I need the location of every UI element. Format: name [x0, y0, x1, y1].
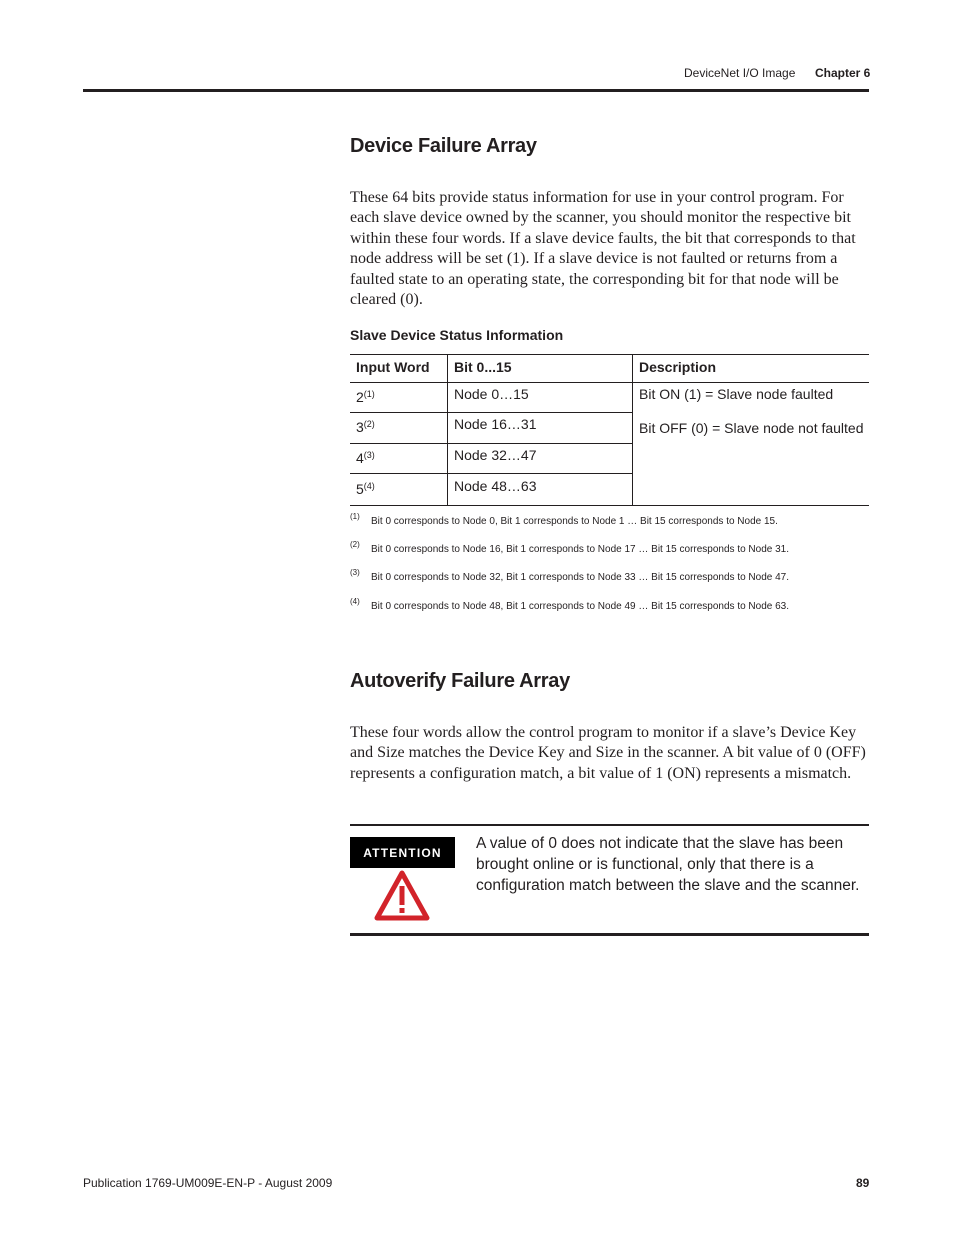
table-cell-bit: Node 0…15 [454, 386, 529, 402]
attention-bottom-rule [350, 933, 869, 936]
table-caption: Slave Device Status Information [350, 327, 564, 343]
running-header-title: DeviceNet I/O Image [684, 66, 796, 80]
column-divider [632, 354, 633, 506]
footnote-text: Bit 0 corresponds to Node 48, Bit 1 corresponds to Node 49 … Bit 15 corresponds to Node 63. [371, 601, 790, 612]
footnote-number: (3) [350, 568, 360, 577]
footnote-text: Bit 0 corresponds to Node 16, Bit 1 corresponds to Node 17 … Bit 15 corresponds to Node 31. [371, 544, 790, 555]
section-title-autoverify-failure-array: Autoverify Failure Array [350, 670, 570, 692]
column-header-bit: Bit 0...15 [454, 359, 512, 375]
table-header-rule [350, 382, 869, 383]
table-cell-input-word: 5$^{(4)}$ [356, 481, 375, 497]
row-divider [350, 443, 632, 444]
footnote-number: (4) [350, 597, 360, 606]
row-divider [350, 473, 632, 474]
column-header-description: Description [639, 359, 717, 375]
attention-top-rule [350, 824, 869, 826]
warning-triangle-icon [374, 869, 430, 921]
header-rule [83, 89, 869, 92]
column-header-input-word: Input Word [356, 359, 430, 375]
running-header-chapter: Chapter 6 [815, 66, 871, 80]
table-cell-input-word: 2$^{(1)}$ [356, 389, 375, 405]
slave-device-status-table [350, 354, 869, 506]
footnote-number: (2) [350, 540, 360, 549]
row-divider [350, 412, 632, 413]
table-cell-bit: Node 32…47 [454, 447, 537, 463]
footnote-text: Bit 0 corresponds to Node 0, Bit 1 corresponds to Node 1 … Bit 15 corresponds to Node 15. [371, 516, 778, 527]
attention-message: A value of 0 does not indicate that the slave has been brought online or is functional, only that there is a configuration match between the slave and the scanner. [476, 835, 860, 894]
attention-badge: ATTENTION [350, 837, 455, 868]
table-cell-description: Bit OFF (0) = Slave node not faulted [639, 420, 864, 436]
table-cell-bit: Node 16…31 [454, 416, 537, 432]
footnote-text: Bit 0 corresponds to Node 32, Bit 1 corresponds to Node 33 … Bit 15 corresponds to Node 47. [371, 572, 790, 583]
table-top-rule [350, 354, 869, 355]
page-number: 89 [856, 1176, 870, 1190]
table-cell-input-word: 4$^{(3)}$ [356, 450, 375, 466]
section-title-device-failure-array: Device Failure Array [350, 135, 537, 157]
section-paragraph-device-failure: These 64 bits provide status information for use in your control program. For each slave device owned by the scanner, you should monitor the respective bit within these four words. If a slave device faults, the bit that corresponds to that node address will be set (1). If a slave device is not faulted or returns from a faulted state to an operating state, the corresponding bit for that node will be cleared (0). [350, 189, 856, 309]
table-cell-bit: Node 48…63 [454, 478, 537, 494]
table-bottom-rule [350, 505, 869, 506]
footnote-number: (1) [350, 512, 360, 521]
table-cell-description: Bit ON (1) = Slave node faulted [639, 386, 834, 402]
table-cell-input-word: 3$^{(2)}$ [356, 419, 375, 435]
section-paragraph-autoverify: These four words allow the control program to monitor if a slave’s Device Key and Size matches the Device Key and Size in the scanner. A bit value of 0 (OFF) represents a configuration match, a bit value of 1 (ON) represents a mismatch. [350, 724, 866, 782]
column-divider [447, 354, 448, 506]
footer-publication: Publication 1769-UM009E-EN-P - August 2009 [83, 1176, 333, 1190]
